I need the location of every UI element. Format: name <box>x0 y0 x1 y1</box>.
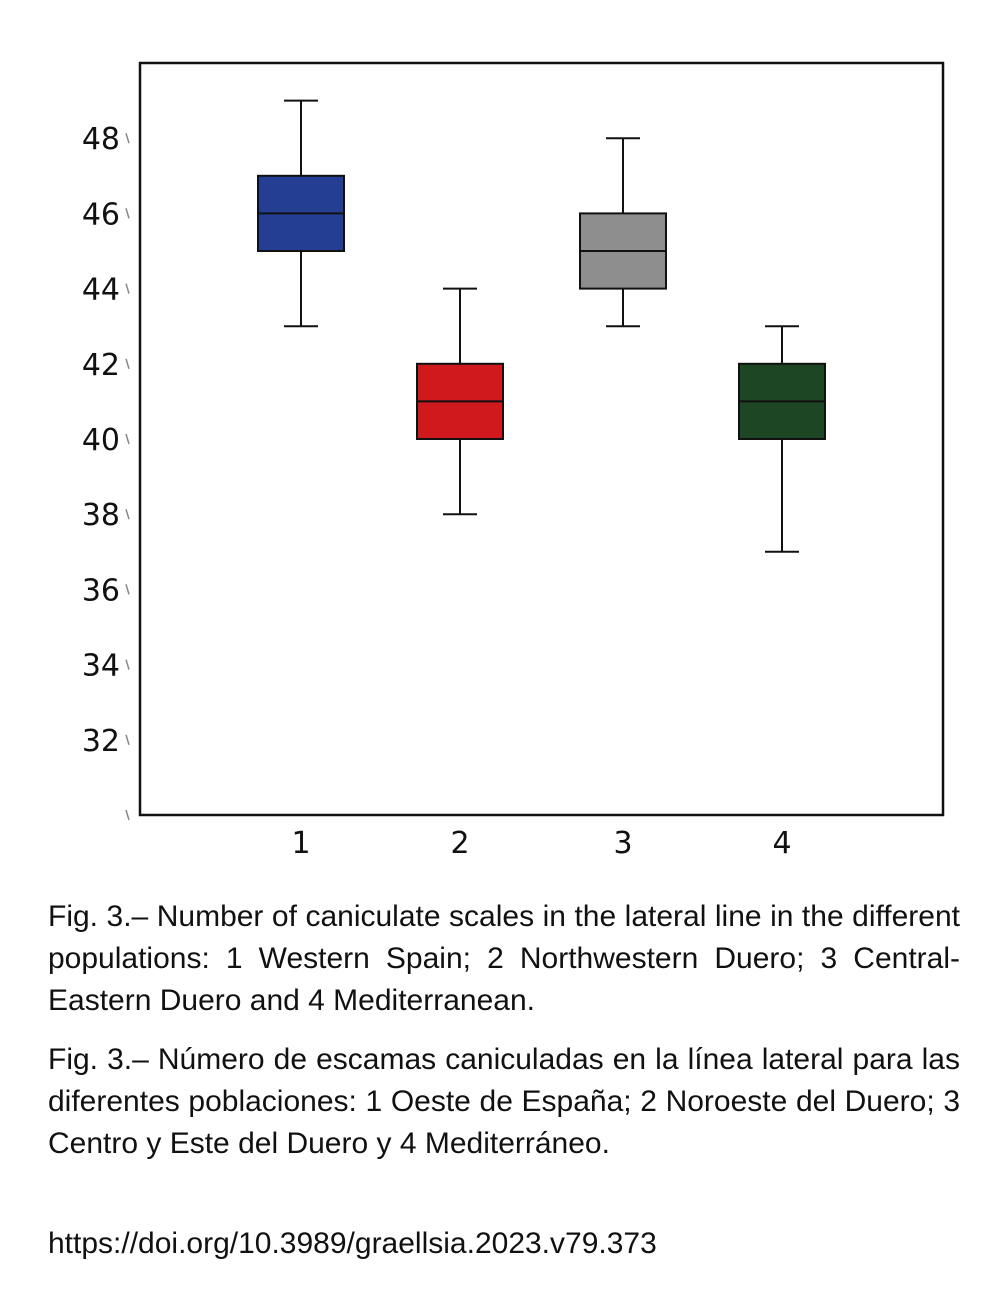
x-tick-label: 4 <box>772 826 792 861</box>
y-tick-mark <box>126 810 129 820</box>
box-group-3 <box>580 138 666 326</box>
x-axis-ticks <box>291 826 791 861</box>
y-tick-label: 46 <box>81 197 120 233</box>
y-tick-mark <box>126 509 129 519</box>
y-tick-mark <box>126 735 129 745</box>
y-tick-label: 44 <box>81 272 120 308</box>
y-axis-ticks <box>82 122 129 820</box>
boxes-layer <box>258 101 825 552</box>
y-tick-label: 38 <box>81 498 120 534</box>
y-tick-mark <box>126 660 129 670</box>
x-tick-label: 2 <box>450 826 470 861</box>
y-tick-mark <box>126 584 129 594</box>
y-tick-label: 34 <box>81 648 120 684</box>
box-group-2 <box>417 289 503 515</box>
box-group-4 <box>739 326 825 552</box>
caption-english: Fig. 3.– Number of caniculate scales in the lateral line in the different populations: 1 Western Spain; 2 Northwestern Duero; 3 Central-Eastern Duero and 4 Mediterranean. <box>48 900 960 1017</box>
y-tick-mark <box>126 208 129 218</box>
y-tick-label: 48 <box>81 122 120 158</box>
box-group-1 <box>258 101 344 327</box>
x-tick-label: 1 <box>291 826 311 861</box>
y-tick-label: 40 <box>81 423 120 458</box>
y-tick-mark <box>126 434 129 444</box>
x-tick-label: 3 <box>613 826 633 861</box>
y-tick-mark <box>126 359 129 369</box>
caption-spanish: Fig. 3.– Número de escamas caniculadas en la línea lateral para las diferentes poblaciones: 1 Oeste de España; 2 Noroeste del Duero; 3 Centro y Este del Duero y 4 Mediterráneo. <box>48 1043 960 1160</box>
doi-link[interactable]: https://doi.org/10.3989/graellsia.2023.v79.373 <box>48 1227 657 1260</box>
y-tick-label: 32 <box>81 723 120 759</box>
y-tick-mark <box>126 284 129 294</box>
y-tick-label: 42 <box>81 347 120 383</box>
y-tick-label: 36 <box>81 573 120 609</box>
y-tick-mark <box>126 133 129 143</box>
